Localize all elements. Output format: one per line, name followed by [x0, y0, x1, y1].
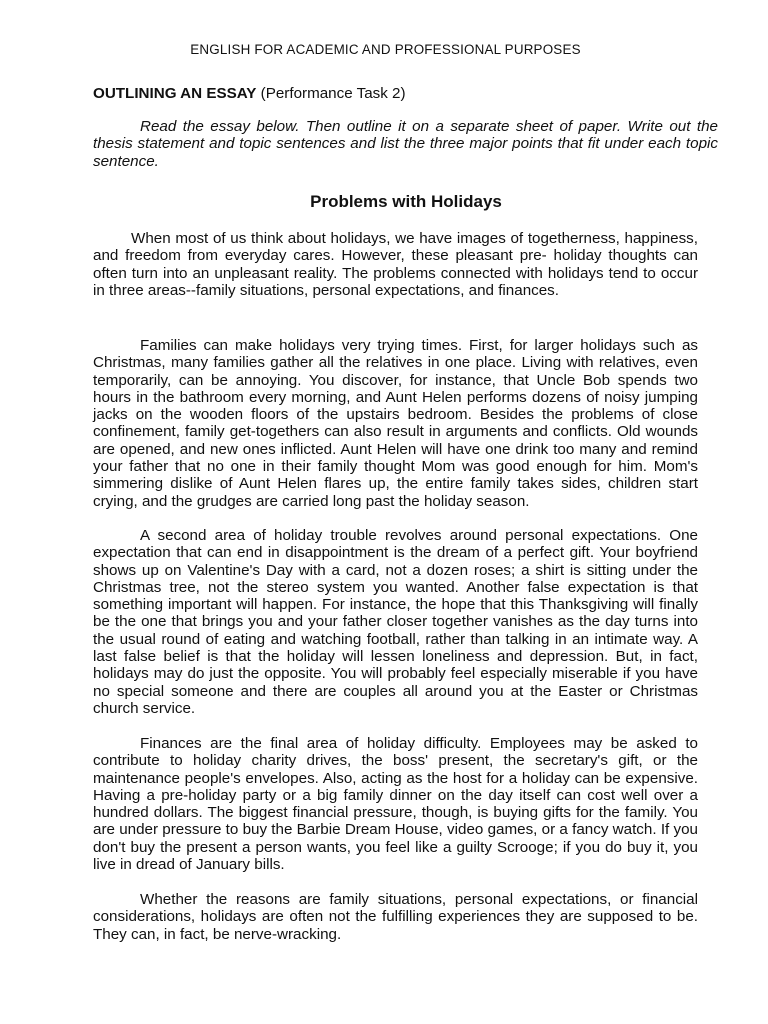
essay-paragraph-finances: Finances are the final area of holiday difficulty. Employees may be asked to contribute to holiday charity drives, the boss' present, the secretary's gift, or the maintenance people's envelopes. Also, acting as the host for a holiday can be expensive. Having a pre-holiday party or a big family dinner on the day itself can cost well over a hundred dollars. The biggest financial pressure, though, is buying gifts for the family. You are under pressure to buy the Barbie Dream House, video games, or a fancy watch. If you don't buy the present a person wants, you feel like a guilty Scrooge; if you do buy it, you live in dread of January bills.: [93, 735, 698, 874]
course-header: ENGLISH FOR ACADEMIC AND PROFESSIONAL PURPOSES: [190, 42, 581, 57]
task-subtitle: (Performance Task 2): [256, 85, 406, 102]
essay-title: Problems with Holidays: [310, 192, 502, 211]
essay-paragraph-conclusion: Whether the reasons are family situations, personal expectations, or financial considerations, holidays are often not the fulfilling experiences they are supposed to be. They can, in fact, be nerve-wracking.: [93, 891, 698, 943]
task-heading: [93, 85, 406, 102]
task-title: OUTLINING AN ESSAY: [93, 85, 257, 102]
instructions: Read the essay below. Then outline it on a separate sheet of paper. Write out the thesis statement and topic sentences and list the three major points that fit under each topic sentence.: [93, 118, 718, 170]
essay-paragraph-family: Families can make holidays very trying times. First, for larger holidays such as Christmas, many families gather all the relatives in one place. Living with relatives, even temporarily, can be annoying. You discover, for instance, that Uncle Bob spends two hours in the bathroom every morning, and Aunt Helen performs dozens of noisy jumping jacks on the wooden floors of the upstairs bedroom. Besides the problems of close confinement, family get-togethers can also result in arguments and conflicts. Old wounds are opened, and new ones inflicted. Aunt Helen will have one drink too many and remind your father that no one in their family thought Mom was good enough for him. Mom's simmering dislike of Aunt Helen flares up, the entire family takes sides, children start crying, and the grudges are carried long past the holiday season.: [93, 337, 698, 510]
essay-paragraph-intro: When most of us think about holidays, we have images of togetherness, happiness, and freedom from everyday cares. However, these pleasant pre- holiday thoughts can often turn into an unpleasant reality. The problems connected with holidays tend to occur in three areas--family situations, personal expectations, and finances.: [93, 230, 698, 299]
essay-paragraph-expectations: A second area of holiday trouble revolves around personal expectations. One expectation that can end in disappointment is the dream of a perfect gift. Your boyfriend shows up on Valentine's Day with a card, not a dozen roses; a shirt is sitting under the Christmas tree, not the stereo system you wanted. Another false expectation is that something important will happen. For instance, the hope that this Thanksgiving will finally be the one that brings you and your father closer together vanishes as the day turns into the usual round of eating and watching football, rather than talking in an intimate way. A last false belief is that the holiday will lessen loneliness and depression. But, in fact, holidays may do just the opposite. You will probably feel especially miserable if you have no special someone and there are couples all around you at the Easter or Christmas church service.: [93, 527, 698, 717]
